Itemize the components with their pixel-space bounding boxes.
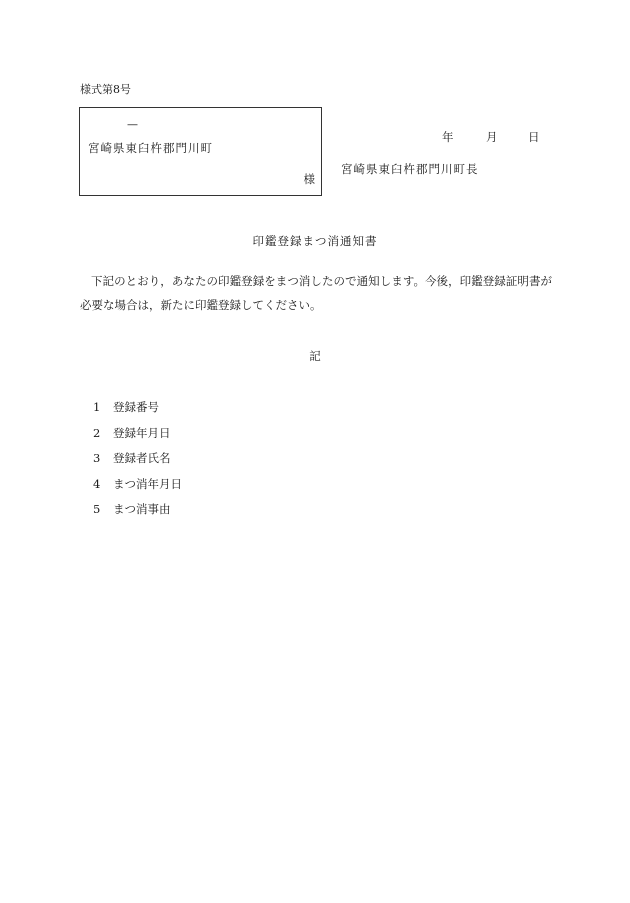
- item-label: まつ消事由: [113, 502, 171, 516]
- address-town: 宮崎県東臼杵郡門川町: [88, 141, 213, 155]
- item-label: 登録年月日: [113, 425, 171, 440]
- item-number: 1: [93, 400, 101, 414]
- body-text: 下記のとおり，あなたの印鑑登録をまつ消したので通知します。今後，印鑑登録証明書が必要な場合は，新たに印鑑登録してください。: [80, 274, 552, 312]
- item-label: 登録番号: [113, 400, 159, 414]
- item-number: 2: [93, 425, 101, 440]
- list-item: [93, 501, 182, 527]
- date-month: 月: [486, 130, 498, 144]
- address-honorific: 様: [303, 172, 315, 186]
- item-label: 登録者氏名: [113, 451, 171, 465]
- list-item: [93, 450, 182, 476]
- items-list: [93, 399, 182, 527]
- form-number: 様式第8号: [80, 83, 131, 96]
- address-box: [79, 107, 322, 196]
- list-item: [93, 476, 182, 502]
- list-item: [93, 425, 182, 451]
- ki-heading: 記: [309, 349, 321, 363]
- date-year: 年: [442, 130, 454, 144]
- item-number: 5: [93, 502, 101, 516]
- item-label: まつ消年月日: [113, 476, 182, 491]
- issuer-name: 宮崎県東臼杵郡門川町長: [341, 162, 479, 176]
- item-number: 3: [93, 451, 101, 465]
- document-title: 印鑑登録まつ消通知書: [252, 234, 378, 248]
- item-number: 4: [93, 476, 101, 491]
- list-item: [93, 399, 182, 425]
- address-dash: —: [127, 118, 138, 131]
- date-day: 日: [528, 130, 540, 144]
- date-line: [442, 129, 540, 145]
